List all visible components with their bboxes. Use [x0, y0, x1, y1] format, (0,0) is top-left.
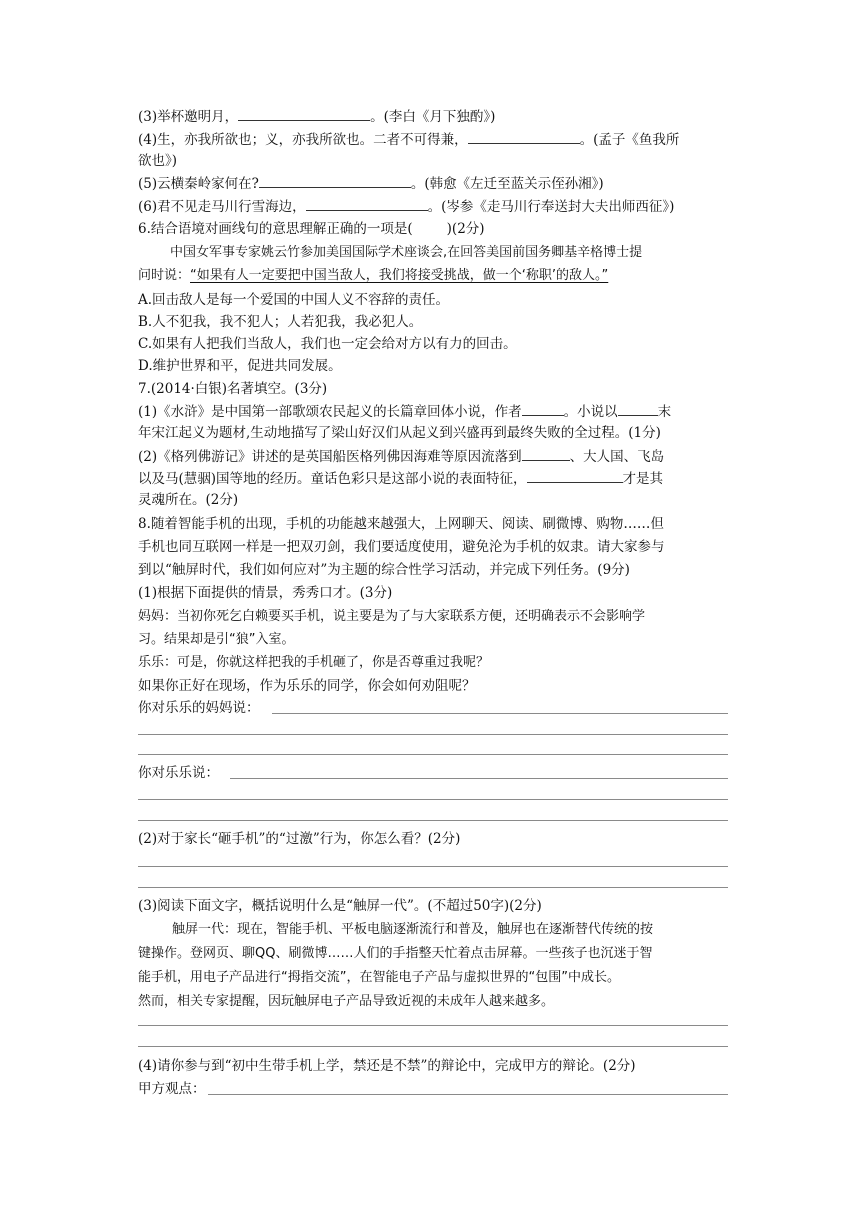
q7-item-1-cont: 年宋江起义为题材,生动地描写了梁山好汉们从起义到兴盛再到最终失败的全过程。(1分) — [138, 425, 661, 441]
q7-soul-blank[interactable] — [527, 468, 623, 483]
q5-item-6-source: 。(岑参《走马川行奉送封大夫出师西征》) — [427, 199, 675, 215]
answer-line-sub3-2[interactable] — [138, 1046, 728, 1047]
q7-item-1-text-end: 末 — [657, 404, 672, 420]
q6-option-b[interactable]: B.人不犯我，我不犯人；人若犯我，我必犯人。 — [138, 314, 423, 330]
answer-line-lele-3[interactable] — [138, 820, 728, 821]
q7-item-1-text-mid: 。小说以 — [563, 404, 618, 420]
q7-stem: 7.(2014·白银)名著填空。(3分) — [138, 381, 328, 397]
q6-passage-line-2 — [138, 266, 738, 286]
q8-sub2-stem: (2)对于家长“砸手机”的“过激”行为，你怎么看？(2分) — [138, 831, 461, 847]
q8-passage3-line-1: 触屏一代：现在，智能手机、平板电脑逐渐流行和普及，触屏也在逐渐替代传统的按 — [172, 922, 654, 937]
q7-country-blank[interactable] — [522, 446, 570, 461]
q8-stem-line-1: 8.随着智能手机的出现，手机的功能越来越强大，上网聊天、阅读、刷微博、购物……但 — [138, 516, 664, 532]
answer-line-lele-2[interactable] — [138, 799, 728, 800]
q8-prompt-to-mom: 你对乐乐的妈妈说： — [138, 700, 260, 716]
q5-item-6-text: (6)君不见走马川行雪海边， — [138, 199, 306, 215]
q8-sub4-stem: (4)请你参与到“初中生带手机上学，禁还是不禁”的辩论中，完成甲方的辩论。(2分) — [138, 1058, 636, 1074]
q8-stem-line-3: 到以“触屏时代，我们如何应对”为主题的综合性学习活动，并完成下列任务。(9分) — [138, 562, 630, 578]
q8-passage3-line-2: 键操作。登网页、聊QQ、刷微博……人们的手指整天忙着点击屏幕。一些孩子也沉迷于智 — [138, 946, 653, 961]
q8-sub1-stem: (1)根据下面提供的情景，秀秀口才。(3分) — [138, 585, 393, 601]
q8-dialogue-mom-1: 妈妈：当初你死乞白赖要买手机，说主要是为了与大家联系方便，还明确表示不会影响学 — [138, 609, 646, 624]
q8-sub1-question: 如果你正好在现场，作为乐乐的同学，你会如何劝阻呢？ — [138, 678, 476, 694]
q5-item-5 — [138, 173, 738, 194]
q5-item-3 — [138, 106, 738, 127]
q6-passage-line-1: 中国女军事专家姚云竹参加美国国际学术座谈会,在回答美国前国务卿基辛格博士提 — [170, 245, 643, 260]
answer-line-side-a[interactable] — [208, 1094, 728, 1095]
answer-line-mom-2[interactable] — [138, 734, 728, 735]
q5-item-6-blank[interactable] — [306, 196, 428, 211]
q6-score: )(2分) — [446, 221, 485, 237]
answer-line-lele-1[interactable] — [230, 778, 728, 779]
answer-line-mom-1[interactable] — [272, 713, 728, 714]
q7-dynasty-blank[interactable] — [618, 401, 658, 416]
q5-item-5-blank[interactable] — [259, 173, 411, 188]
q8-dialogue-lele: 乐乐：可是，你就这样把我的手机砸了，你是否尊重过我呢？ — [138, 655, 490, 670]
q6-option-c[interactable]: C.如果有人把我们当敌人，我们也一定会给对方以有力的回击。 — [138, 336, 517, 352]
answer-line-mom-3[interactable] — [138, 754, 728, 755]
q8-sub3-stem: (3)阅读下面文字，概括说明什么是“触屏一代”。(不超过50字)(2分) — [138, 898, 542, 914]
q8-stem-line-2: 手机也同互联网一样是一把双刃剑，我们要适度使用，避免沦为手机的奴隶。请大家参与 — [138, 539, 665, 555]
q7-item-2-text-end: 、大人国、飞岛 — [569, 449, 665, 465]
q7-item-2-text-2-end: 才是其 — [622, 471, 664, 487]
q6-underlined-sentence: “如果有人一定要把中国当敌人，我们将接受挑战，做一个‘称职’的敌人。” — [190, 268, 609, 283]
q5-item-4-source: 。(孟子《鱼我所 — [579, 132, 680, 148]
q5-item-4-text: (4)生，亦我所欲也；义，亦我所欲也。二者不可得兼， — [138, 132, 468, 148]
q8-dialogue-mom-2: 习。结果却是引“狼”入室。 — [138, 632, 295, 647]
q7-item-2-text: (2)《格列佛游记》讲述的是英国船医格列佛因海难等原因流落到 — [138, 449, 522, 465]
q7-author-blank[interactable] — [522, 401, 564, 416]
q8-passage3-line-4: 然而，相关专家提醒，因玩触屏电子产品导致近视的未成年人越来越多。 — [138, 994, 555, 1009]
q8-prompt-to-lele: 你对乐乐说： — [138, 765, 219, 781]
q7-item-1 — [138, 401, 738, 422]
q5-item-4 — [138, 129, 738, 150]
q7-item-1-text: (1)《水浒》是中国第一部歌颂农民起义的长篇章回体小说，作者 — [138, 404, 522, 420]
answer-line-sub3-1[interactable] — [138, 1025, 728, 1026]
q5-item-3-source: 。(李白《月下独酌》) — [370, 109, 496, 125]
q6-stem-text: 6.结合语境对画线句的意思理解正确的一项是( — [138, 221, 413, 237]
q6-stem — [138, 219, 738, 239]
q5-item-3-text: (3)举杯邀明月， — [138, 109, 239, 125]
q7-item-2-text-2: 以及马(慧骃)国等地的经历。童话色彩只是这部小说的表面特征， — [138, 471, 527, 487]
q6-passage-lead: 问时说： — [138, 268, 191, 283]
q7-item-2-cont-2: 灵魂所在。(2分) — [138, 492, 239, 508]
q6-option-d[interactable]: D.维护世界和平，促进共同发展。 — [138, 358, 342, 374]
q5-item-6 — [138, 196, 738, 217]
q5-item-5-text: (5)云横秦岭家何在? — [138, 176, 259, 192]
q5-item-5-source: 。(韩愈《左迁至蓝关示侄孙湘》) — [410, 176, 604, 192]
q8-side-a-prompt: 甲方观点： — [138, 1081, 206, 1097]
q7-item-2 — [138, 446, 738, 467]
q5-item-3-blank[interactable] — [238, 106, 370, 121]
q5-item-4-blank[interactable] — [468, 129, 580, 144]
q5-item-4-cont: 欲也》) — [138, 153, 178, 169]
q8-passage3-line-3: 能手机，用电子产品进行“拇指交流”，在智能电子产品与虚拟世界的“包围”中成长。 — [138, 970, 620, 985]
answer-line-sub2-2[interactable] — [138, 887, 728, 888]
q7-item-2-cont — [138, 468, 738, 489]
answer-line-sub2-1[interactable] — [138, 866, 728, 867]
q6-option-a[interactable]: A.回击敌人是每一个爱国的中国人义不容辞的责任。 — [138, 292, 450, 308]
